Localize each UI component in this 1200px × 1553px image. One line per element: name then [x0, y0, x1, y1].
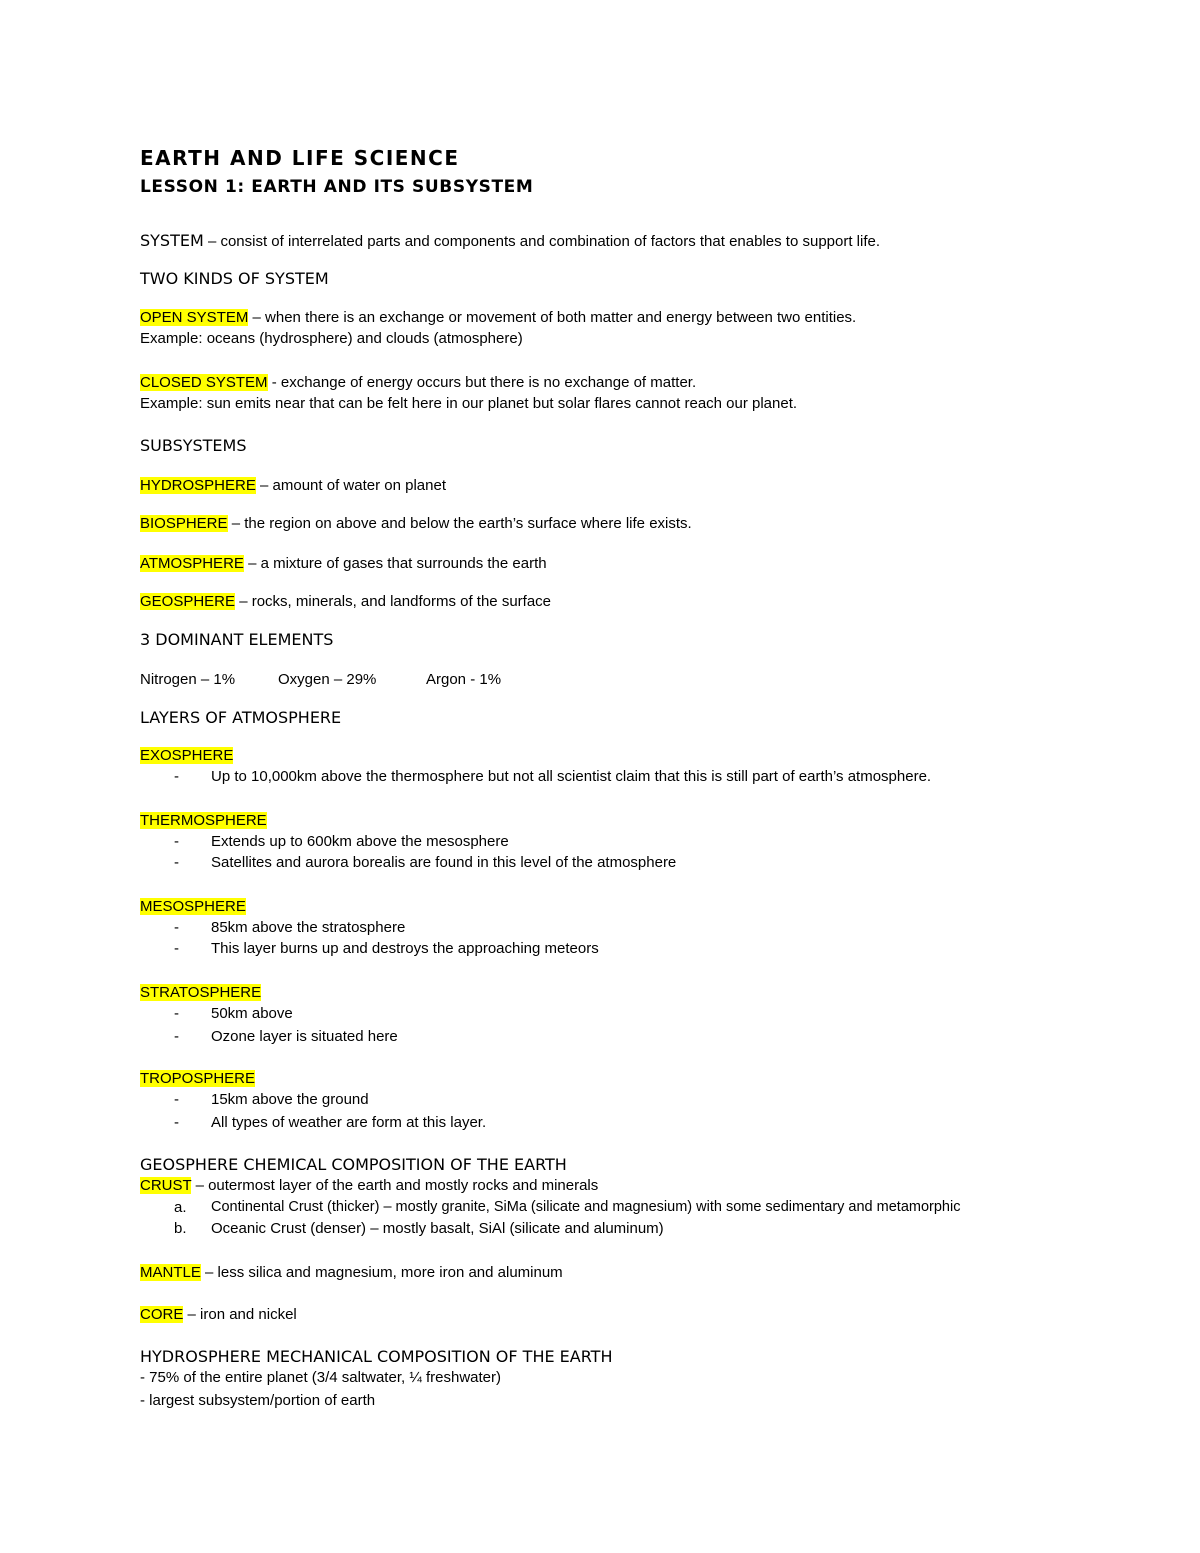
hydrosphere-heading: HYDROSPHERE MECHANICAL COMPOSITION OF THE EARTH — [140, 1347, 613, 1366]
layers-heading: LAYERS OF ATMOSPHERE — [140, 708, 342, 727]
system-definition — [140, 231, 880, 251]
open-system-definition — [140, 309, 856, 326]
bullet-dash: - — [174, 833, 179, 850]
open-system-term: OPEN SYSTEM — [140, 309, 249, 326]
biosphere-definition — [140, 515, 692, 532]
element-nitrogen: Nitrogen – 1% — [140, 671, 236, 688]
core-text: – iron and nickel — [183, 1306, 297, 1323]
list-marker-a: a. — [174, 1199, 187, 1216]
geosphere-definition — [140, 593, 551, 610]
closed-system-term: CLOSED SYSTEM — [140, 374, 268, 391]
open-system-example: Example: oceans (hydrosphere) and clouds (atmosphere) — [140, 330, 523, 347]
core-definition — [140, 1306, 297, 1323]
exosphere-label: EXOSPHERE — [140, 747, 234, 764]
hydrosphere-definition — [140, 477, 446, 494]
mesosphere-point-2: This layer burns up and destroys the approaching meteors — [211, 940, 599, 957]
document-title: EARTH AND LIFE SCIENCE — [140, 146, 460, 170]
mantle-definition — [140, 1264, 563, 1281]
stratosphere-point-1: 50km above — [211, 1005, 293, 1022]
bullet-dash: - — [174, 940, 179, 957]
atmosphere-term: ATMOSPHERE — [140, 555, 244, 572]
troposphere-label: TROPOSPHERE — [140, 1070, 256, 1087]
biosphere-term: BIOSPHERE — [140, 515, 228, 532]
hydrosphere-text: – amount of water on planet — [255, 477, 446, 494]
thermosphere-point-2: Satellites and aurora borealis are found in this level of the atmosphere — [211, 854, 677, 871]
elements-heading: 3 DOMINANT ELEMENTS — [140, 630, 334, 649]
bullet-dash: - — [174, 1005, 179, 1022]
hydrosphere-line-2: - largest subsystem/portion of earth — [140, 1392, 376, 1409]
crust-definition — [140, 1177, 598, 1194]
stratosphere-point-2: Ozone layer is situated here — [211, 1028, 398, 1045]
bullet-dash: - — [174, 919, 179, 936]
atmosphere-definition — [140, 555, 547, 572]
bullet-dash: - — [174, 1028, 179, 1045]
bullet-dash: - — [174, 1114, 179, 1131]
hydrosphere-line-1: - 75% of the entire planet (3/4 saltwater, ¼ freshwater) — [140, 1369, 502, 1386]
closed-system-example: Example: sun emits near that can be felt here in our planet but solar flares cannot reach our planet. — [140, 395, 798, 412]
lesson-title: LESSON 1: EARTH AND ITS SUBSYSTEM — [140, 177, 534, 197]
core-term: CORE — [140, 1306, 184, 1323]
troposphere-point-1: 15km above the ground — [211, 1091, 369, 1108]
thermosphere-point-1: Extends up to 600km above the mesosphere — [211, 833, 509, 850]
element-oxygen: Oxygen – 29% — [278, 671, 377, 688]
mesosphere-label: MESOSPHERE — [140, 898, 246, 915]
geosphere-term: GEOSPHERE — [140, 593, 236, 610]
open-system-text: – when there is an exchange or movement of both matter and energy between two entities. — [248, 309, 857, 326]
element-argon: Argon - 1% — [426, 671, 502, 688]
geosphere-text: – rocks, minerals, and landforms of the surface — [235, 593, 552, 610]
bullet-dash: - — [174, 854, 179, 871]
thermosphere-label: THERMOSPHERE — [140, 812, 267, 829]
closed-system-definition — [140, 374, 696, 391]
mantle-term: MANTLE — [140, 1264, 201, 1281]
crust-text: – outermost layer of the earth and mostly rocks and minerals — [191, 1177, 599, 1194]
mantle-text: – less silica and magnesium, more iron and aluminum — [200, 1264, 563, 1281]
kinds-heading: TWO KINDS OF SYSTEM — [140, 269, 329, 288]
subsystems-heading: SUBSYSTEMS — [140, 436, 247, 455]
biosphere-text: – the region on above and below the earth’s surface where life exists. — [227, 515, 692, 532]
system-definition-text: – consist of interrelated parts and components and combination of factors that enables to support life. — [203, 233, 881, 250]
exosphere-point-1: Up to 10,000km above the thermosphere but not all scientist claim that this is still part of earth’s atmosphere. — [211, 768, 932, 785]
troposphere-point-2: All types of weather are form at this layer. — [211, 1114, 487, 1131]
hydrosphere-term: HYDROSPHERE — [140, 477, 256, 494]
bullet-dash: - — [174, 768, 179, 785]
list-marker-b: b. — [174, 1220, 187, 1237]
oceanic-crust-item: Oceanic Crust (denser) – mostly basalt, SiAl (silicate and aluminum) — [211, 1220, 664, 1237]
atmosphere-text: – a mixture of gases that surrounds the earth — [243, 555, 547, 572]
stratosphere-label: STRATOSPHERE — [140, 984, 262, 1001]
continental-crust-item: Continental Crust (thicker) – mostly granite, SiMa (silicate and magnesium) with some sedimentary and metamorphic — [211, 1199, 961, 1215]
crust-term: CRUST — [140, 1177, 192, 1194]
geosphere-heading: GEOSPHERE CHEMICAL COMPOSITION OF THE EARTH — [140, 1155, 567, 1174]
system-heading: SYSTEM — [140, 231, 204, 250]
bullet-dash: - — [174, 1091, 179, 1108]
closed-system-text: - exchange of energy occurs but there is no exchange of matter. — [267, 374, 697, 391]
mesosphere-point-1: 85km above the stratosphere — [211, 919, 406, 936]
